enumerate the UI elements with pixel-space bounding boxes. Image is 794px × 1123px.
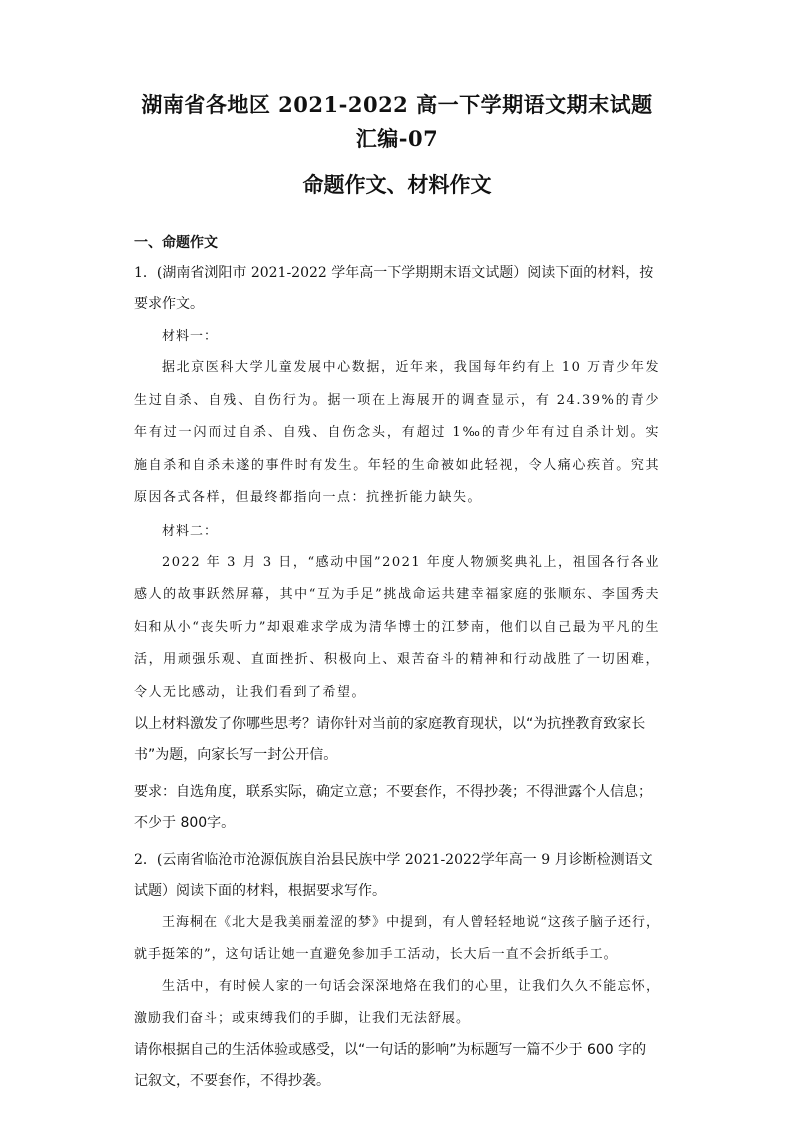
question-1-prompt: 以上材料激发了你哪些思考？请你针对当前的家庭教育现状，以“为抗挫教育致家长书”为题，向家长写一封公开信。 <box>134 716 646 763</box>
page-subtitle: 命题作文、材料作文 <box>302 172 492 197</box>
material-1-label: 材料一： <box>162 329 219 344</box>
question-1-requirement: 要求：自选角度，联系实际，确定立意；不要套作，不得抄袭；不得泄露个人信息；不少于 800字。 <box>134 784 652 831</box>
question-1-stem: 1．(湖南省浏阳市 2021-2022 学年高一下学期期末语文试题）阅读下面的材料，按要求作文。 <box>134 265 654 312</box>
question-2-prompt: 请你根据自己的生活体验或感受，以“一句话的影响”为标题写一篇不少于 600 字的记叙文，不要套作，不得抄袭。 <box>134 1042 647 1089</box>
material-2-label: 材料二： <box>162 523 219 539</box>
page-title: 湖南省各地区 2021-2022 高一下学期语文期末试题汇编-07 <box>141 92 653 151</box>
material-2-text: 2022 年 3 月 3 日，“感动中国”2021 年度人物颁奖典礼上，祖国各行各业感人的故事跃然屏幕，其中“互为手足”挑战命运共建幸福家庭的张顺东、李国秀夫妇和从小“丧失听力”却艰难求学成为清华博士的江梦南，他们以自己最为平凡的生活，用顽强乐观、直面挫折、积极向上、艰苦奋斗的精神和行动战胜了一切困难，令人无比感动，让我们看到了希望。 <box>134 554 660 700</box>
question-2-stem: 2．(云南省临沧市沧源佤族自治县民族中学 2021-2022学年高一 9 月诊断检测语文试题）阅读下面的材料，根据要求写作。 <box>134 852 653 899</box>
question-2-material-2: 生活中，有时候人家的一句话会深深地烙在我们的心里，让我们久久不能忘怀，激励我们奋斗；或束缚我们的手脚，让我们无法舒展。 <box>134 979 660 1026</box>
material-1-text: 据北京医科大学儿童发展中心数据，近年来，我国每年约有上 10 万青少年发生过自杀、自残、自伤行为。据一项在上海展开的调查显示，有 24.39%的青少年有过一闪而过自杀、自残、自伤念头，有超过 1‰的青少年有过自杀计划。实施自杀和自杀未遂的事件时有发生。年轻的生命被如此轻视，令人痛心疾首。究其原因各式各样，但最终都指向一点：抗挫折能力缺失。 <box>134 360 660 505</box>
question-2-material-1: 王海桐在《北大是我美丽羞涩的梦》中提到，有人曾轻轻地说“这孩子脑子还行，就手挺笨的”，这句话让她一直避免参加手工活动，长大后一直不会折纸手工。 <box>134 915 660 962</box>
section-heading: 一、命题作文 <box>134 235 218 251</box>
